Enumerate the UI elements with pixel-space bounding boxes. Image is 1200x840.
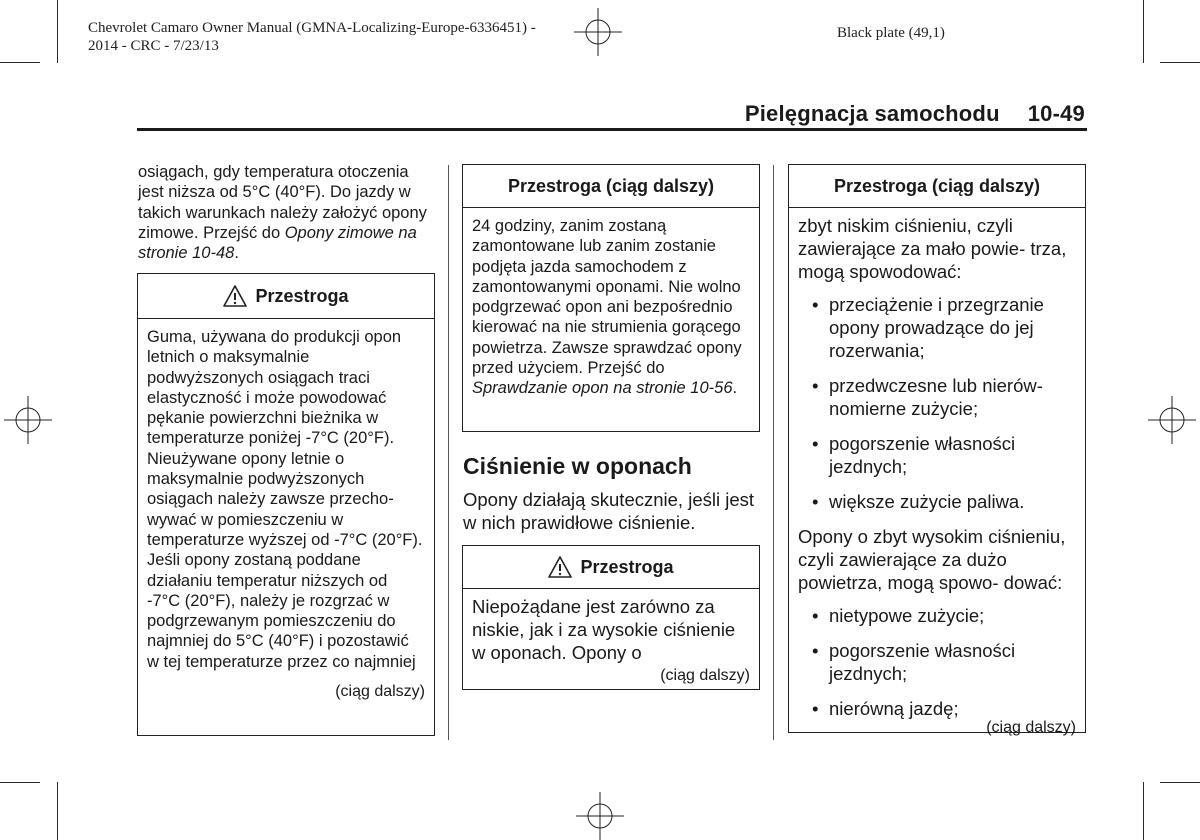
- crop-mark-top-left: [57, 0, 58, 63]
- warning-continued-title: Przestroga (ciąg dalszy): [507, 175, 715, 196]
- running-header: [745, 101, 1085, 127]
- cross-reference-link[interactable]: Opony zimowe na stronie 10-48: [138, 223, 417, 263]
- page-number: 10-49: [1027, 101, 1085, 126]
- warning-header: [789, 165, 1085, 208]
- list-item: • przeciążenie i przegrzanie opony prowadzące do jej rozerwania;: [798, 293, 1076, 362]
- warning-text: Guma, używana do produkcji opon letnich o maksymalnie podwyższonych osiągach traci elastyczność i może powodować pękanie powierzchni bieżnika w temperaturze poniżej -7°C (20°F). Nieużywane opony letnie o maksymalnie podwyższonych osiągach należy zawsze przecho- wywać w pomieszczeniu w temperaturze wyższej od -7°C (20°F). Jeśli opony zostaną poddane działaniu temperatur niższych od -7°C (20°F), należy je rozgrzać w podgrzewanym pomieszczeniu do najmniej do 5°C (40°F) i pozostawić w tej temperaturze przez co najmniej: [147, 328, 423, 671]
- warning-continued-title: Przestroga (ciąg dalszy): [833, 175, 1041, 196]
- warning-box-tire-pressure: [462, 545, 760, 690]
- crop-mark-left-top: [0, 62, 40, 63]
- intro-paragraph: osiągach, gdy temperatura otoczenia jest niższa od 5°C (40°F). Do jazdy w takich warunkach należy założyć opony zimowe. Przejść do Opony zimowe na stronie 10-48.: [138, 163, 427, 263]
- warning-box-pressure-continued: [788, 164, 1086, 736]
- warning-box-summer-tires: [137, 273, 435, 736]
- print-slug: [88, 19, 536, 55]
- crop-mark-right-bottom: [1160, 782, 1200, 783]
- warning-body: [463, 589, 759, 693]
- warning-header: [138, 274, 434, 319]
- list-item: • pogorszenie własności jezdnych;: [798, 432, 1076, 478]
- cross-reference-link[interactable]: Sprawdzanie opon na stronie 10-56: [472, 379, 733, 398]
- list-item: • przedwczesne lub nierów- nomierne zużycie;: [798, 374, 1076, 420]
- registration-mark-icon: [4, 396, 52, 444]
- continued-label: (ciąg dalszy): [335, 683, 425, 701]
- warning-body: [138, 319, 434, 708]
- warning-header: [463, 546, 759, 589]
- warning-body: [789, 208, 1085, 745]
- high-pressure-lead: Opony o zbyt wysokim ciśnieniu, czyli zawierające za dużo powietrza, mogą spowo- dować:: [798, 526, 1066, 593]
- registration-mark-icon: [576, 792, 624, 840]
- crop-mark-left-bottom: [0, 782, 40, 783]
- crop-mark-right-top: [1160, 62, 1200, 63]
- warning-title: Przestroga: [580, 556, 674, 577]
- list-item: • pogorszenie własności jezdnych;: [798, 639, 1076, 685]
- chapter-title: Pielęgnacja samochodu: [744, 101, 1000, 126]
- print-slug-line2: 2014 - CRC - 7/23/13: [88, 38, 219, 54]
- crop-mark-top-right: [1143, 0, 1144, 63]
- high-pressure-list: [798, 604, 1076, 720]
- warning-text: Niepożądane jest zarówno za niskie, jak i za wysokie ciśnienie w oponach. Opony o: [472, 596, 736, 663]
- warning-body: 24 godziny, zanim zostaną zamontowane lub zanim zostanie podjęta jazda samochodem z zamontowanymi oponami. Nie wolno podgrzewać opon ani bezpośrednio kierować na nie strumienia gorącego powietrza. Zawsze sprawdzać opony przed użyciem. Przejść do Sprawdzanie opon na stronie 10-56.: [472, 217, 742, 398]
- continued-label: (ciąg dalszy): [986, 719, 1076, 736]
- crop-mark-bottom-left: [57, 782, 58, 840]
- warning-box-continued: [462, 164, 760, 432]
- registration-mark-icon: [1148, 396, 1196, 444]
- plate-label: Black plate (49,1): [837, 25, 945, 41]
- header-rule: [137, 128, 1087, 131]
- warning-triangle-icon: [223, 285, 247, 307]
- low-pressure-list: [798, 293, 1076, 513]
- list-item: • nietypowe zużycie;: [798, 604, 1076, 627]
- print-slug-line1: Chevrolet Camaro Owner Manual (GMNA-Localizing-Europe-6336451) -: [88, 20, 536, 36]
- warning-header: [463, 165, 759, 208]
- continued-label: (ciąg dalszy): [660, 667, 750, 684]
- list-item: • nierówną jazdę;: [798, 697, 1076, 720]
- list-item: • większe zużycie paliwa.: [798, 490, 1076, 513]
- section-title: Ciśnienie w oponach: [463, 453, 692, 479]
- registration-mark-icon: [574, 8, 622, 56]
- low-pressure-lead: zbyt niskim ciśnieniu, czyli zawierające za mało powie- trza, mogą spowodować:: [798, 215, 1067, 282]
- column-divider: [448, 165, 449, 740]
- crop-mark-bottom-right: [1143, 782, 1144, 840]
- column-divider: [773, 165, 774, 740]
- warning-title: Przestroga: [255, 285, 349, 306]
- warning-triangle-icon: [548, 556, 572, 578]
- section-paragraph: Opony działają skutecznie, jeśli jest w nich prawidłowe ciśnienie.: [463, 489, 755, 533]
